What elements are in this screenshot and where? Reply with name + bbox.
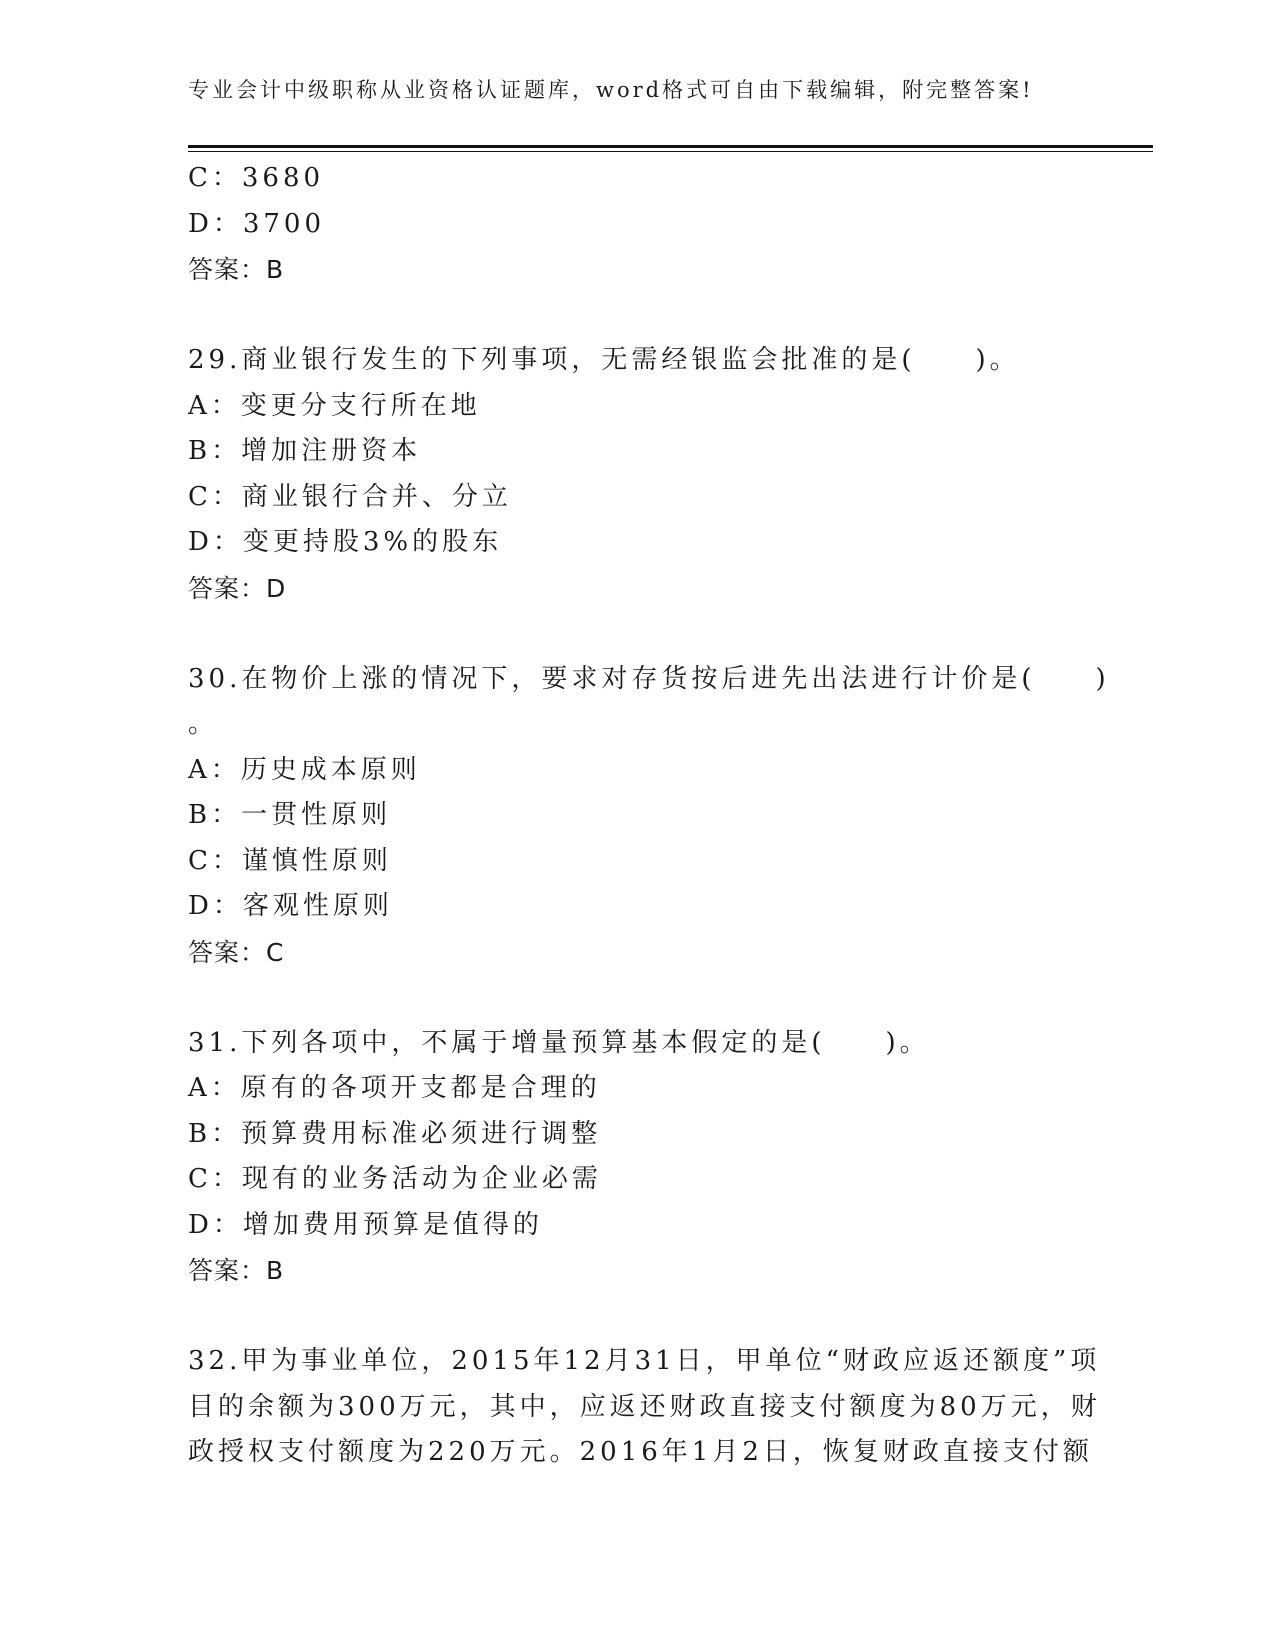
document-body: [188, 156, 1110, 1476]
question-32-line-3: 政授权支付额度为220万元。2016年1月2日，恢复财政直接支付额: [188, 1437, 1093, 1467]
header-rule-thin: [188, 151, 1153, 152]
question-31-option-a: A：原有的各项开支都是合理的: [188, 1073, 601, 1103]
question-29-answer: 答案：D: [188, 573, 287, 603]
option-c: C：3680: [188, 163, 325, 193]
question-31-option-d: D：增加费用预算是值得的: [188, 1209, 543, 1240]
question-29-stem: 29.商业银行发生的下列事项，无需经银监会批准的是( )。: [188, 345, 1020, 375]
header-rule-thick: [188, 145, 1153, 148]
question-30-option-b: B：一贯性原则: [188, 800, 392, 830]
question-29-option-d: D：变更持股3%的股东: [188, 527, 503, 557]
answer: 答案：B: [188, 255, 285, 284]
page-header: 专业会计中级职称从业资格认证题库，word格式可自由下载编辑，附完整答案!: [188, 78, 1034, 102]
question-31-stem: 31.下列各项中，不属于增量预算基本假定的是( )。: [188, 1027, 930, 1058]
question-29-option-a: A：变更分支行所在地: [188, 390, 481, 421]
question-30-option-c: C：谨慎性原则: [188, 845, 392, 876]
question-30-stem: 30.在物价上涨的情况下，要求对存货按后进先出法进行计价是( ): [188, 663, 1110, 694]
question-31-answer: 答案：B: [188, 1256, 285, 1285]
question-31-option-b: B：预算费用标准必须进行调整: [188, 1118, 602, 1149]
question-29-option-c: C：商业银行合并、分立: [188, 481, 512, 512]
question-30-option-a: A：历史成本原则: [188, 754, 421, 785]
question-32-line-2: 目的余额为300万元，其中，应返还财政直接支付额度为80万元，财: [188, 1391, 1101, 1422]
question-30-answer: 答案：C: [188, 937, 285, 967]
question-32-line-1: 32.甲为事业单位，2015年12月31日，甲单位“财政应返还额度”项: [188, 1346, 1101, 1376]
option-d: D：3700: [188, 208, 326, 239]
question-31-option-c: C：现有的业务活动为企业必需: [188, 1164, 602, 1194]
question-30-option-d: D：客观性原则: [188, 891, 393, 921]
question-30-stem-cont: 。: [188, 709, 219, 739]
question-29-option-b: B：增加注册资本: [188, 436, 422, 466]
